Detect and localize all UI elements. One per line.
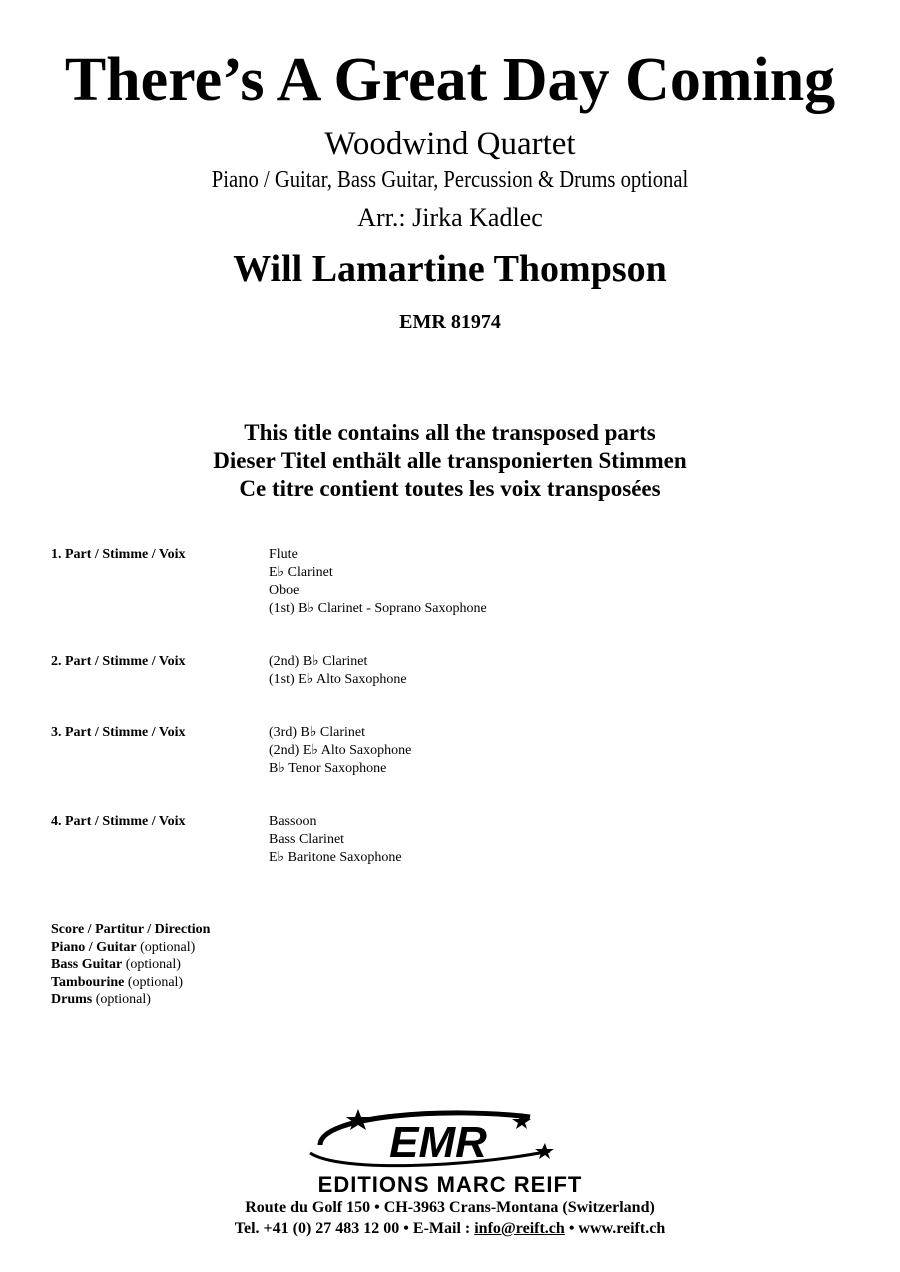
instrument-item: (2nd) E♭ Alto Saxophone xyxy=(269,743,412,758)
part-instruments xyxy=(269,546,487,618)
logo-text: EMR xyxy=(389,1118,487,1167)
part-row xyxy=(51,546,851,618)
instrument-item: Oboe xyxy=(269,583,300,598)
instrument-item: (1st) E♭ Alto Saxophone xyxy=(269,672,407,687)
instrument-item: E♭ Clarinet xyxy=(269,565,333,580)
extra-part-item: Drums (optional) xyxy=(51,992,151,1007)
instrument-item: (1st) B♭ Clarinet - Soprano Saxophone xyxy=(269,601,487,616)
instrument-item: Bassoon xyxy=(269,814,317,829)
part-label: 3. Part / Stimme / Voix xyxy=(51,725,186,740)
instrument-item: E♭ Baritone Saxophone xyxy=(269,850,402,865)
extra-part-item: Score / Partitur / Direction xyxy=(51,922,211,937)
publisher-contact: Tel. +41 (0) 27 483 12 00 • E-Mail : info@reift.ch • www.reift.ch xyxy=(234,1220,666,1237)
star-icon xyxy=(535,1143,554,1159)
star-icon xyxy=(346,1109,370,1130)
extra-part-item: Piano / Guitar (optional) xyxy=(51,939,196,955)
notice-german: Dieser Titel enthält alle transponierten Stimmen xyxy=(213,448,687,473)
part-label: 1. Part / Stimme / Voix xyxy=(51,547,186,562)
instrument-item: (2nd) B♭ Clarinet xyxy=(269,654,368,669)
instrument-item: B♭ Tenor Saxophone xyxy=(269,761,387,776)
part-label: 4. Part / Stimme / Voix xyxy=(51,814,186,829)
arranger-credit: Arr.: Jirka Kadlec xyxy=(357,203,543,232)
part-instruments xyxy=(269,724,411,778)
catalog-number: EMR 81974 xyxy=(399,311,501,333)
instrument-item: Bass Clarinet xyxy=(269,832,345,847)
instrumentation-line: Piano / Guitar, Bass Guitar, Percussion & Drums optional xyxy=(211,167,689,193)
instrument-item: (3rd) B♭ Clarinet xyxy=(269,725,366,740)
notice-french: Ce titre contient toutes les voix transposées xyxy=(239,476,661,501)
extra-parts-list xyxy=(51,921,210,1009)
publisher-address: Route du Golf 150 • CH-3963 Crans-Montana (Switzerland) xyxy=(245,1199,655,1216)
page-title: There’s A Great Day Coming xyxy=(64,46,836,114)
email-link[interactable]: info@reift.ch xyxy=(474,1220,565,1237)
part-row xyxy=(51,813,851,867)
parts-list xyxy=(51,546,851,902)
part-label: 2. Part / Stimme / Voix xyxy=(51,654,186,669)
ensemble-subtitle: Woodwind Quartet xyxy=(324,126,576,162)
notice-english: This title contains all the transposed parts xyxy=(244,420,656,445)
extra-part-item: Tambourine (optional) xyxy=(51,974,184,990)
transposition-notice xyxy=(0,419,900,503)
instrument-item: Flute xyxy=(269,547,298,562)
extra-part-item: Bass Guitar (optional) xyxy=(51,957,181,972)
emr-logo xyxy=(300,1105,570,1175)
part-instruments xyxy=(269,653,407,689)
composer-name: Will Lamartine Thompson xyxy=(233,248,667,290)
part-instruments xyxy=(269,813,402,867)
part-row xyxy=(51,653,851,689)
part-row xyxy=(51,724,851,778)
publisher-name: EDITIONS MARC REIFT xyxy=(317,1172,583,1197)
